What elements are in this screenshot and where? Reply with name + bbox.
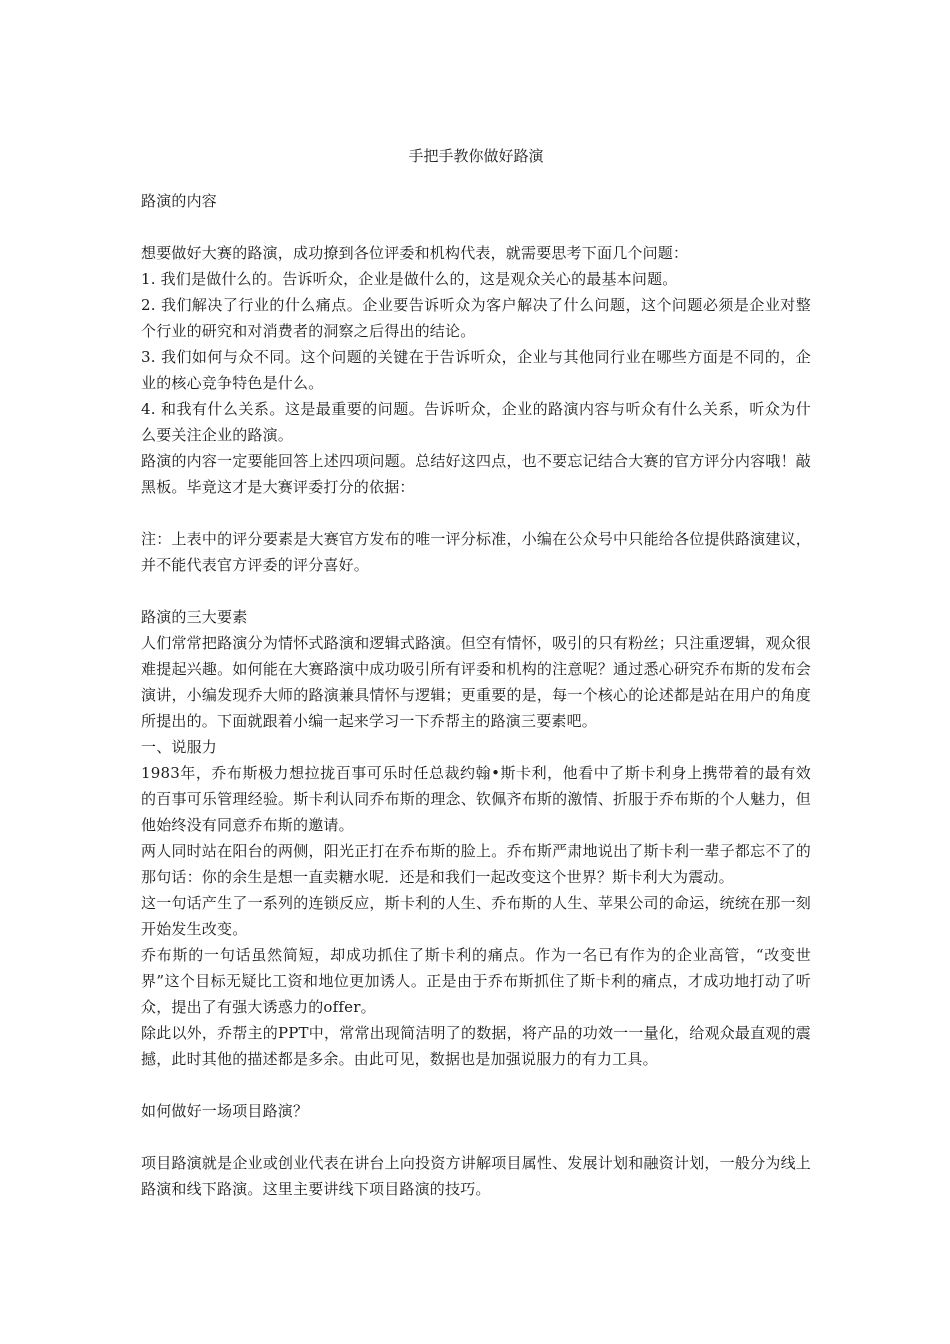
note-paragraph: 注：上表中的评分要素是大赛官方发布的唯一评分标准，小编在公众号中只能给各位提供路演建议，并不能代表官方评委的评分喜好。 xyxy=(141,530,811,574)
section-heading: 路演的内容 xyxy=(141,192,218,210)
body-paragraph: 除此以外，乔帮主的PPT中，常常出现简洁明了的数据，将产品的功效一一量化，给观众最直观的震撼，此时其他的描述都是多余。由此可见，数据也是加强说服力的有力工具。 xyxy=(141,1024,811,1068)
section-heading: 如何做好一场项目路演？ xyxy=(141,1102,309,1120)
summary-paragraph: 路演的内容一定要能回答上述四项问题。总结好这四点，也不要忘记结合大赛的官方评分内容哦！敲黑板。毕竟这才是大赛评委打分的依据： xyxy=(141,452,811,496)
point-4: 4. 和我有什么关系。这是最重要的问题。告诉听众，企业的路演内容与听众有什么关系，听众为什么要关注企业的路演。 xyxy=(141,400,811,444)
blank-line xyxy=(141,578,811,604)
section-intro: 想要做好大赛的路演，成功撩到各位评委和机构代表，就需要思考下面几个问题： xyxy=(141,244,689,262)
section-intro: 人们常常把路演分为情怀式路演和逻辑式路演。但空有情怀，吸引的只有粉丝；只注重逻辑，观众很难提起兴趣。如何能在大赛路演中成功吸引所有评委和机构的注意呢？通过悉心研究乔布斯的发布会演讲，小编发现乔大师的路演兼具情怀与逻辑；更重要的是，每一个核心的论述都是站在用户的角度所提出的。下面就跟着小编一起来学习一下乔帮主的路演三要素吧。 xyxy=(141,634,811,730)
point-2: 2. 我们解决了行业的什么痛点。企业要告诉听众为客户解决了什么问题，这个问题必须是企业对整个行业的研究和对消费者的洞察之后得出的结论。 xyxy=(141,296,811,340)
section-content xyxy=(141,188,811,1202)
body-paragraph: 这一句话产生了一系列的连锁反应，斯卡利的人生、乔布斯的人生、苹果公司的命运，统统在那一刻开始发生改变。 xyxy=(141,894,811,938)
body-paragraph: 1983年，乔布斯极力想拉拢百事可乐时任总裁约翰•斯卡利，他看中了斯卡利身上携带着的最有效的百事可乐管理经验。斯卡利认同乔布斯的理念、钦佩齐布斯的激情、折服于乔布斯的个人魅力，但他始终没有同意乔布斯的邀请。 xyxy=(141,764,811,834)
point-1: 1. 我们是做什么的。告诉听众，企业是做什么的，这是观众关心的最基本问题。 xyxy=(141,270,678,288)
blank-line xyxy=(141,1124,811,1150)
sub-heading: 一、说服力 xyxy=(141,738,218,756)
blank-line xyxy=(141,500,811,526)
blank-line xyxy=(141,1072,811,1098)
body-paragraph: 项目路演就是企业或创业代表在讲台上向投资方讲解项目属性、发展计划和融资计划，一般分为线上路演和线下路演。这里主要讲线下项目路演的技巧。 xyxy=(141,1154,811,1198)
section-heading: 路演的三大要素 xyxy=(141,608,248,626)
body-paragraph: 两人同时站在阳台的两侧，阳光正打在乔布斯的脸上。乔布斯严肃地说出了斯卡利一辈子都忘不了的那句话：你的余生是想一直卖糖水呢．还是和我们一起改变这个世界？斯卡利大为震动。 xyxy=(141,842,811,886)
point-3: 3. 我们如何与众不同。这个问题的关键在于告诉听众，企业与其他同行业在哪些方面是不同的，企业的核心竞争特色是什么。 xyxy=(141,348,811,392)
body-paragraph: 乔布斯的一句话虽然简短，却成功抓住了斯卡利的痛点。作为一名已有作为的企业高管，“改变世界”这个目标无疑比工资和地位更加诱人。正是由于乔布斯抓住了斯卡利的痛点，才成功地打动了听众，提出了有强大诱惑力的offer。 xyxy=(141,946,811,1016)
blank-line xyxy=(141,214,811,240)
document-title: 手把手教你做好路演 xyxy=(408,147,544,165)
